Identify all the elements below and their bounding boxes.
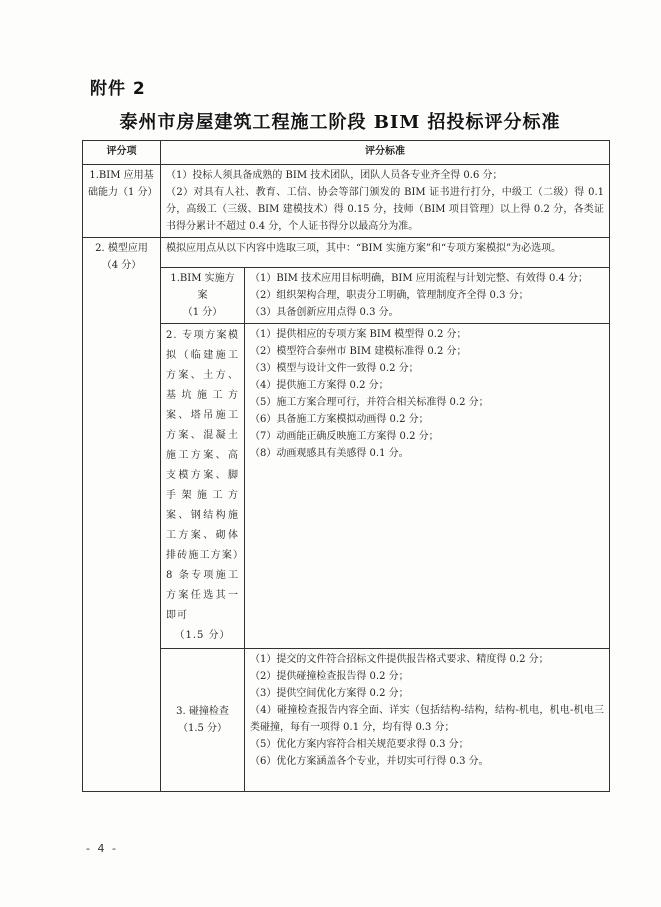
criteria-line: （7）动画能正确反映施工方案得 0.2 分； <box>250 431 439 442</box>
table-row-clash-check <box>83 649 610 792</box>
model-intro-text: 模拟应用点从以下内容中选取三项，其中：“BIM 实施方案”和“专项方案模拟”为必选项。 <box>161 238 610 268</box>
subitem-score: （1.5 分） <box>174 630 231 641</box>
subitem-score: （1 分） <box>182 307 223 318</box>
criteria-line: （1）提交的文件符合招标文件提供报告格式要求、精度得 0.2 分； <box>250 654 549 665</box>
criteria-line: （5）优化方案内容符合相关规范要求得 0.3 分； <box>250 739 469 750</box>
table-row-model-intro <box>83 238 610 268</box>
subitem-name: 1.BIM 实施方案 <box>170 273 235 301</box>
criteria-bim-plan <box>245 268 610 324</box>
criteria-line: （3）提供空间优化方案得 0.2 分； <box>250 688 409 699</box>
criteria-special-plan <box>245 324 610 649</box>
subitem-name: 3. 碰撞检查 <box>176 706 229 717</box>
table-row-bim-plan <box>83 268 610 324</box>
subitem-score: （1.5 分） <box>177 723 228 734</box>
table-header-row <box>83 141 610 165</box>
criteria-line: （4）碰撞检查报告内容全面、详实（包括结构-结构，结构-机电，机电-机电三类碰撞，每有一项得 0.1 分，均有得 0.3 分； <box>250 705 604 733</box>
item-model-application: 2. 模型应用（4 分） <box>83 238 161 792</box>
criteria-line: （3）模型与设计文件一致得 0.2 分； <box>250 363 419 374</box>
criteria-line: （1）BIM 技术应用目标明确，BIM 应用流程与计划完整、有效得 0.4 分； <box>250 273 589 284</box>
subitem-name: 2. 专项方案模拟（临建施工方案、土方、基坑施工方案、塔吊施工方案、混凝土施工方案、高支模方案、脚手架施工方案、钢结构施工方案、砌体排砖施工方案）8 条专项施工方案任选其一即可 <box>166 330 239 621</box>
criteria-basic-capability <box>161 165 610 238</box>
attachment-label: 附件 2 <box>90 79 146 99</box>
criteria-line: （6）具备施工方案模拟动画得 0.2 分； <box>250 414 429 425</box>
subitem-clash-check <box>161 649 245 792</box>
criteria-line: （2）提供碰撞检查报告得 0.2 分； <box>250 671 409 682</box>
criteria-line: （6）优化方案涵盖各个专业，并切实可行得 0.3 分。 <box>250 756 489 767</box>
criteria-line: （2）组织架构合理，职责分工明确，管理制度齐全得 0.3 分； <box>250 290 529 301</box>
criteria-line: （4）提供施工方案得 0.2 分； <box>250 380 389 391</box>
subitem-bim-plan <box>161 268 245 324</box>
criteria-line: （2）模型符合泰州市 BIM 建模标准得 0.2 分； <box>250 346 467 357</box>
page-number: - 4 - <box>86 842 118 855</box>
criteria-clash-check <box>245 649 610 792</box>
header-item: 评分项 <box>83 141 161 165</box>
criteria-line: （5）施工方案合理可行，并符合相关标准得 0.2 分； <box>250 397 489 408</box>
document-title: 泰州市房屋建筑工程施工阶段 BIM 招投标评分标准 <box>119 112 561 133</box>
criteria-line: （1）提供相应的专项方案 BIM 模型得 0.2 分； <box>250 329 467 340</box>
item-basic-capability: 1.BIM 应用基础能力（1 分） <box>83 165 161 238</box>
header-criteria: 评分标准 <box>161 141 610 165</box>
criteria-line: （2）对具有人社、教育、工信、协会等部门颁发的 BIM 证书进行打分，中级工（二级）得 0.1 分，高级工（三级、BIM 建模技术）得 0.15 分，技师（BIM 项目管理）以上得 0.2 分，各类证书得分累计不超过 0.4 分，个人证书得分以最高分为准。 <box>166 187 604 232</box>
table-row-basic-capability <box>83 165 610 238</box>
scoring-table <box>82 140 610 792</box>
table-row-special-plan <box>83 324 610 649</box>
criteria-line: （3）具备创新应用点得 0.3 分。 <box>250 307 399 318</box>
subitem-special-plan <box>161 324 245 649</box>
criteria-line: （1）投标人须具备成熟的 BIM 技术团队，团队人员各专业齐全得 0.6 分； <box>166 170 503 181</box>
criteria-line: （8）动画观感具有美感得 0.1 分。 <box>250 448 409 459</box>
